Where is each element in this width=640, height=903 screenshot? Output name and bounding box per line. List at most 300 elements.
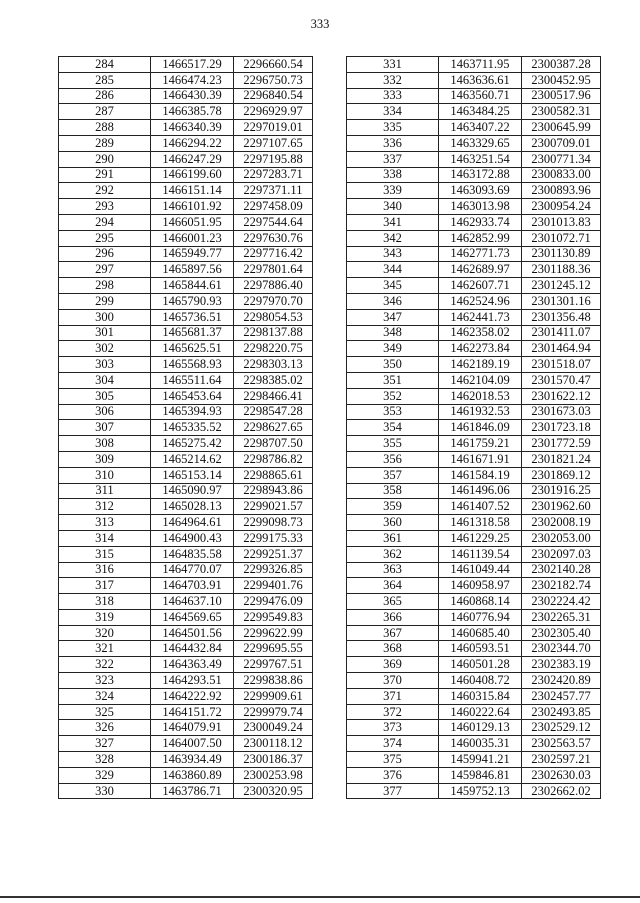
table-row — [347, 467, 601, 483]
x-coordinate-cell: 1465681.37 — [151, 325, 234, 341]
point-number-cell: 294 — [59, 214, 151, 230]
table-row — [59, 183, 313, 199]
x-coordinate-cell: 1459752.13 — [439, 783, 522, 799]
point-number-cell: 302 — [59, 341, 151, 357]
x-coordinate-cell: 1464151.72 — [151, 704, 234, 720]
table-row — [59, 167, 313, 183]
table-row — [347, 483, 601, 499]
table-row — [347, 120, 601, 136]
page-number: 333 — [310, 17, 330, 31]
point-number-cell: 359 — [347, 499, 439, 515]
point-number-cell: 360 — [347, 515, 439, 531]
point-number-cell: 366 — [347, 609, 439, 625]
table-row — [59, 246, 313, 262]
point-number-cell: 334 — [347, 104, 439, 120]
point-number-cell: 372 — [347, 704, 439, 720]
y-coordinate-cell: 2298786.82 — [234, 451, 313, 467]
y-coordinate-cell: 2301464.94 — [522, 341, 601, 357]
x-coordinate-cell: 1463329.65 — [439, 135, 522, 151]
table-row — [347, 546, 601, 562]
point-number-cell: 356 — [347, 451, 439, 467]
y-coordinate-cell: 2297283.71 — [234, 167, 313, 183]
table-row — [347, 183, 601, 199]
y-coordinate-cell: 2298627.65 — [234, 420, 313, 436]
y-coordinate-cell: 2301673.03 — [522, 404, 601, 420]
x-coordinate-cell: 1464770.07 — [151, 562, 234, 578]
x-coordinate-cell: 1461318.58 — [439, 515, 522, 531]
point-number-cell: 351 — [347, 372, 439, 388]
point-number-cell: 370 — [347, 673, 439, 689]
point-number-cell: 339 — [347, 183, 439, 199]
x-coordinate-cell: 1462689.97 — [439, 262, 522, 278]
point-number-cell: 367 — [347, 625, 439, 641]
y-coordinate-cell: 2297019.01 — [234, 120, 313, 136]
x-coordinate-cell: 1464501.56 — [151, 625, 234, 641]
point-number-cell: 326 — [59, 720, 151, 736]
table-row — [347, 278, 601, 294]
y-coordinate-cell: 2298466.41 — [234, 388, 313, 404]
x-coordinate-cell: 1464363.49 — [151, 657, 234, 673]
table-row — [59, 641, 313, 657]
x-coordinate-cell: 1462771.73 — [439, 246, 522, 262]
x-coordinate-cell: 1459846.81 — [439, 767, 522, 783]
y-coordinate-cell: 2302529.12 — [522, 720, 601, 736]
x-coordinate-cell: 1464569.65 — [151, 609, 234, 625]
x-coordinate-cell: 1465568.93 — [151, 357, 234, 373]
point-number-cell: 341 — [347, 214, 439, 230]
y-coordinate-cell: 2299326.85 — [234, 562, 313, 578]
point-number-cell: 321 — [59, 641, 151, 657]
point-number-cell: 306 — [59, 404, 151, 420]
table-row — [59, 657, 313, 673]
table-row — [59, 120, 313, 136]
y-coordinate-cell: 2298943.86 — [234, 483, 313, 499]
point-number-cell: 325 — [59, 704, 151, 720]
point-number-cell: 329 — [59, 767, 151, 783]
x-coordinate-cell: 1466247.29 — [151, 151, 234, 167]
x-coordinate-cell: 1460408.72 — [439, 673, 522, 689]
y-coordinate-cell: 2301962.60 — [522, 499, 601, 515]
point-number-cell: 316 — [59, 562, 151, 578]
x-coordinate-cell: 1463786.71 — [151, 783, 234, 799]
y-coordinate-cell: 2298865.61 — [234, 467, 313, 483]
table-row — [347, 293, 601, 309]
y-coordinate-cell: 2301411.07 — [522, 325, 601, 341]
table-row — [59, 546, 313, 562]
point-number-cell: 288 — [59, 120, 151, 136]
y-coordinate-cell: 2300118.12 — [234, 736, 313, 752]
point-number-cell: 324 — [59, 688, 151, 704]
coordinate-table-right — [346, 56, 601, 799]
y-coordinate-cell: 2301518.07 — [522, 357, 601, 373]
point-number-cell: 313 — [59, 515, 151, 531]
table-row — [347, 388, 601, 404]
y-coordinate-cell: 2302344.70 — [522, 641, 601, 657]
table-row — [59, 278, 313, 294]
x-coordinate-cell: 1462607.71 — [439, 278, 522, 294]
point-number-cell: 342 — [347, 230, 439, 246]
table-row — [347, 704, 601, 720]
table-row — [59, 309, 313, 325]
table-row — [347, 562, 601, 578]
table-row — [347, 515, 601, 531]
x-coordinate-cell: 1464835.58 — [151, 546, 234, 562]
y-coordinate-cell: 2301570.47 — [522, 372, 601, 388]
y-coordinate-cell: 2301723.18 — [522, 420, 601, 436]
table-row — [347, 688, 601, 704]
table-row — [59, 467, 313, 483]
y-coordinate-cell: 2302563.57 — [522, 736, 601, 752]
y-coordinate-cell: 2301188.36 — [522, 262, 601, 278]
table-row — [347, 341, 601, 357]
table-row — [59, 436, 313, 452]
point-number-cell: 354 — [347, 420, 439, 436]
table-row — [347, 451, 601, 467]
y-coordinate-cell: 2300387.28 — [522, 57, 601, 73]
x-coordinate-cell: 1462189.19 — [439, 357, 522, 373]
point-number-cell: 375 — [347, 752, 439, 768]
table-row — [59, 72, 313, 88]
y-coordinate-cell: 2300833.00 — [522, 167, 601, 183]
y-coordinate-cell: 2301130.89 — [522, 246, 601, 262]
y-coordinate-cell: 2301622.12 — [522, 388, 601, 404]
coordinate-table-left — [58, 56, 313, 799]
table-row — [347, 104, 601, 120]
point-number-cell: 319 — [59, 609, 151, 625]
x-coordinate-cell: 1464079.91 — [151, 720, 234, 736]
x-coordinate-cell: 1466199.60 — [151, 167, 234, 183]
point-number-cell: 353 — [347, 404, 439, 420]
table-row — [347, 767, 601, 783]
x-coordinate-cell: 1465790.93 — [151, 293, 234, 309]
point-number-cell: 347 — [347, 309, 439, 325]
x-coordinate-cell: 1461049.44 — [439, 562, 522, 578]
point-number-cell: 303 — [59, 357, 151, 373]
point-number-cell: 284 — [59, 57, 151, 73]
y-coordinate-cell: 2302420.89 — [522, 673, 601, 689]
y-coordinate-cell: 2299401.76 — [234, 578, 313, 594]
x-coordinate-cell: 1459941.21 — [439, 752, 522, 768]
x-coordinate-cell: 1466051.95 — [151, 214, 234, 230]
point-number-cell: 337 — [347, 151, 439, 167]
y-coordinate-cell: 2300320.95 — [234, 783, 313, 799]
table-row — [59, 372, 313, 388]
x-coordinate-cell: 1462441.73 — [439, 309, 522, 325]
point-number-cell: 331 — [347, 57, 439, 73]
point-number-cell: 295 — [59, 230, 151, 246]
point-number-cell: 373 — [347, 720, 439, 736]
y-coordinate-cell: 2302383.19 — [522, 657, 601, 673]
x-coordinate-cell: 1462018.53 — [439, 388, 522, 404]
x-coordinate-cell: 1461139.54 — [439, 546, 522, 562]
point-number-cell: 348 — [347, 325, 439, 341]
x-coordinate-cell: 1461759.21 — [439, 436, 522, 452]
y-coordinate-cell: 2301869.12 — [522, 467, 601, 483]
y-coordinate-cell: 2299838.86 — [234, 673, 313, 689]
y-coordinate-cell: 2302097.03 — [522, 546, 601, 562]
table-row — [347, 57, 601, 73]
table-row — [59, 594, 313, 610]
table-row — [59, 451, 313, 467]
y-coordinate-cell: 2297886.40 — [234, 278, 313, 294]
x-coordinate-cell: 1465511.64 — [151, 372, 234, 388]
x-coordinate-cell: 1465844.61 — [151, 278, 234, 294]
x-coordinate-cell: 1463407.22 — [439, 120, 522, 136]
x-coordinate-cell: 1464964.61 — [151, 515, 234, 531]
point-number-cell: 285 — [59, 72, 151, 88]
point-number-cell: 377 — [347, 783, 439, 799]
x-coordinate-cell: 1461932.53 — [439, 404, 522, 420]
x-coordinate-cell: 1460222.64 — [439, 704, 522, 720]
y-coordinate-cell: 2302224.42 — [522, 594, 601, 610]
y-coordinate-cell: 2297107.65 — [234, 135, 313, 151]
point-number-cell: 291 — [59, 167, 151, 183]
x-coordinate-cell: 1462933.74 — [439, 214, 522, 230]
x-coordinate-cell: 1466101.92 — [151, 199, 234, 215]
table-row — [347, 420, 601, 436]
y-coordinate-cell: 2300645.99 — [522, 120, 601, 136]
table-row — [59, 135, 313, 151]
point-number-cell: 301 — [59, 325, 151, 341]
point-number-cell: 286 — [59, 88, 151, 104]
point-number-cell: 336 — [347, 135, 439, 151]
x-coordinate-cell: 1466294.22 — [151, 135, 234, 151]
y-coordinate-cell: 2300049.24 — [234, 720, 313, 736]
table-row — [59, 151, 313, 167]
point-number-cell: 344 — [347, 262, 439, 278]
y-coordinate-cell: 2300771.34 — [522, 151, 601, 167]
y-coordinate-cell: 2301301.16 — [522, 293, 601, 309]
table-row — [59, 88, 313, 104]
point-number-cell: 308 — [59, 436, 151, 452]
point-number-cell: 318 — [59, 594, 151, 610]
point-number-cell: 368 — [347, 641, 439, 657]
point-number-cell: 290 — [59, 151, 151, 167]
y-coordinate-cell: 2300253.98 — [234, 767, 313, 783]
x-coordinate-cell: 1463560.71 — [439, 88, 522, 104]
point-number-cell: 315 — [59, 546, 151, 562]
x-coordinate-cell: 1462104.09 — [439, 372, 522, 388]
x-coordinate-cell: 1462524.96 — [439, 293, 522, 309]
y-coordinate-cell: 2296750.73 — [234, 72, 313, 88]
y-coordinate-cell: 2299549.83 — [234, 609, 313, 625]
table-row — [59, 673, 313, 689]
x-coordinate-cell: 1463860.89 — [151, 767, 234, 783]
table-row — [347, 657, 601, 673]
point-number-cell: 340 — [347, 199, 439, 215]
table-row — [59, 388, 313, 404]
table-row — [347, 167, 601, 183]
y-coordinate-cell: 2296660.54 — [234, 57, 313, 73]
point-number-cell: 338 — [347, 167, 439, 183]
table-row — [59, 104, 313, 120]
y-coordinate-cell: 2298385.02 — [234, 372, 313, 388]
point-number-cell: 376 — [347, 767, 439, 783]
x-coordinate-cell: 1460035.31 — [439, 736, 522, 752]
y-coordinate-cell: 2296929.97 — [234, 104, 313, 120]
table-row — [59, 293, 313, 309]
x-coordinate-cell: 1465453.64 — [151, 388, 234, 404]
table-row — [347, 641, 601, 657]
table-row — [347, 325, 601, 341]
table-row — [347, 72, 601, 88]
point-number-cell: 374 — [347, 736, 439, 752]
y-coordinate-cell: 2299251.37 — [234, 546, 313, 562]
x-coordinate-cell: 1460129.13 — [439, 720, 522, 736]
x-coordinate-cell: 1461229.25 — [439, 530, 522, 546]
point-number-cell: 296 — [59, 246, 151, 262]
y-coordinate-cell: 2299909.61 — [234, 688, 313, 704]
point-number-cell: 365 — [347, 594, 439, 610]
x-coordinate-cell: 1461584.19 — [439, 467, 522, 483]
x-coordinate-cell: 1463013.98 — [439, 199, 522, 215]
table-row — [347, 230, 601, 246]
table-row — [347, 625, 601, 641]
point-number-cell: 350 — [347, 357, 439, 373]
y-coordinate-cell: 2300709.01 — [522, 135, 601, 151]
y-coordinate-cell: 2302457.77 — [522, 688, 601, 704]
point-number-cell: 330 — [59, 783, 151, 799]
y-coordinate-cell: 2300893.96 — [522, 183, 601, 199]
y-coordinate-cell: 2299175.33 — [234, 530, 313, 546]
point-number-cell: 352 — [347, 388, 439, 404]
y-coordinate-cell: 2301356.48 — [522, 309, 601, 325]
x-coordinate-cell: 1466517.29 — [151, 57, 234, 73]
y-coordinate-cell: 2302182.74 — [522, 578, 601, 594]
x-coordinate-cell: 1463934.49 — [151, 752, 234, 768]
x-coordinate-cell: 1465897.56 — [151, 262, 234, 278]
x-coordinate-cell: 1460776.94 — [439, 609, 522, 625]
y-coordinate-cell: 2302053.00 — [522, 530, 601, 546]
x-coordinate-cell: 1465153.14 — [151, 467, 234, 483]
x-coordinate-cell: 1462273.84 — [439, 341, 522, 357]
x-coordinate-cell: 1465625.51 — [151, 341, 234, 357]
y-coordinate-cell: 2302140.28 — [522, 562, 601, 578]
y-coordinate-cell: 2299021.57 — [234, 499, 313, 515]
y-coordinate-cell: 2299695.55 — [234, 641, 313, 657]
point-number-cell: 333 — [347, 88, 439, 104]
x-coordinate-cell: 1464637.10 — [151, 594, 234, 610]
table-row — [347, 499, 601, 515]
y-coordinate-cell: 2297801.64 — [234, 262, 313, 278]
x-coordinate-cell: 1463093.69 — [439, 183, 522, 199]
table-row — [347, 214, 601, 230]
x-coordinate-cell: 1466385.78 — [151, 104, 234, 120]
point-number-cell: 310 — [59, 467, 151, 483]
x-coordinate-cell: 1464432.84 — [151, 641, 234, 657]
y-coordinate-cell: 2298303.13 — [234, 357, 313, 373]
point-number-cell: 358 — [347, 483, 439, 499]
point-number-cell: 361 — [347, 530, 439, 546]
x-coordinate-cell: 1465275.42 — [151, 436, 234, 452]
x-coordinate-cell: 1464900.43 — [151, 530, 234, 546]
y-coordinate-cell: 2296840.54 — [234, 88, 313, 104]
table-row — [347, 673, 601, 689]
table-row — [59, 499, 313, 515]
y-coordinate-cell: 2301916.25 — [522, 483, 601, 499]
point-number-cell: 312 — [59, 499, 151, 515]
point-number-cell: 357 — [347, 467, 439, 483]
x-coordinate-cell: 1465335.52 — [151, 420, 234, 436]
point-number-cell: 355 — [347, 436, 439, 452]
x-coordinate-cell: 1466151.14 — [151, 183, 234, 199]
table-row — [347, 436, 601, 452]
table-row — [347, 357, 601, 373]
x-coordinate-cell: 1462852.99 — [439, 230, 522, 246]
x-coordinate-cell: 1464703.91 — [151, 578, 234, 594]
point-number-cell: 364 — [347, 578, 439, 594]
y-coordinate-cell: 2298707.50 — [234, 436, 313, 452]
table-row — [59, 704, 313, 720]
table-row — [59, 325, 313, 341]
y-coordinate-cell: 2297371.11 — [234, 183, 313, 199]
point-number-cell: 314 — [59, 530, 151, 546]
y-coordinate-cell: 2298220.75 — [234, 341, 313, 357]
y-coordinate-cell: 2298547.28 — [234, 404, 313, 420]
x-coordinate-cell: 1465090.97 — [151, 483, 234, 499]
x-coordinate-cell: 1465736.51 — [151, 309, 234, 325]
x-coordinate-cell: 1466430.39 — [151, 88, 234, 104]
table-row — [347, 262, 601, 278]
x-coordinate-cell: 1463711.95 — [439, 57, 522, 73]
table-row — [59, 767, 313, 783]
y-coordinate-cell: 2297970.70 — [234, 293, 313, 309]
y-coordinate-cell: 2301013.83 — [522, 214, 601, 230]
table-row — [347, 578, 601, 594]
y-coordinate-cell: 2297458.09 — [234, 199, 313, 215]
point-number-cell: 320 — [59, 625, 151, 641]
y-coordinate-cell: 2299098.73 — [234, 515, 313, 531]
x-coordinate-cell: 1466340.39 — [151, 120, 234, 136]
point-number-cell: 371 — [347, 688, 439, 704]
point-number-cell: 304 — [59, 372, 151, 388]
x-coordinate-cell: 1460593.51 — [439, 641, 522, 657]
point-number-cell: 305 — [59, 388, 151, 404]
point-number-cell: 343 — [347, 246, 439, 262]
x-coordinate-cell: 1466001.23 — [151, 230, 234, 246]
table-row — [59, 341, 313, 357]
table-row — [59, 736, 313, 752]
point-number-cell: 362 — [347, 546, 439, 562]
point-number-cell: 307 — [59, 420, 151, 436]
point-number-cell: 363 — [347, 562, 439, 578]
table-row — [347, 309, 601, 325]
point-number-cell: 298 — [59, 278, 151, 294]
table-row — [347, 736, 601, 752]
point-number-cell: 287 — [59, 104, 151, 120]
table-row — [59, 609, 313, 625]
y-coordinate-cell: 2299476.09 — [234, 594, 313, 610]
point-number-cell: 311 — [59, 483, 151, 499]
table-row — [347, 404, 601, 420]
table-row — [59, 214, 313, 230]
x-coordinate-cell: 1465394.93 — [151, 404, 234, 420]
table-row — [59, 357, 313, 373]
table-row — [347, 372, 601, 388]
table-row — [59, 57, 313, 73]
x-coordinate-cell: 1460315.84 — [439, 688, 522, 704]
x-coordinate-cell: 1461496.06 — [439, 483, 522, 499]
table-row — [347, 88, 601, 104]
point-number-cell: 309 — [59, 451, 151, 467]
y-coordinate-cell: 2297195.88 — [234, 151, 313, 167]
y-coordinate-cell: 2301245.12 — [522, 278, 601, 294]
y-coordinate-cell: 2302630.03 — [522, 767, 601, 783]
point-number-cell: 335 — [347, 120, 439, 136]
point-number-cell: 299 — [59, 293, 151, 309]
y-coordinate-cell: 2299767.51 — [234, 657, 313, 673]
y-coordinate-cell: 2302597.21 — [522, 752, 601, 768]
